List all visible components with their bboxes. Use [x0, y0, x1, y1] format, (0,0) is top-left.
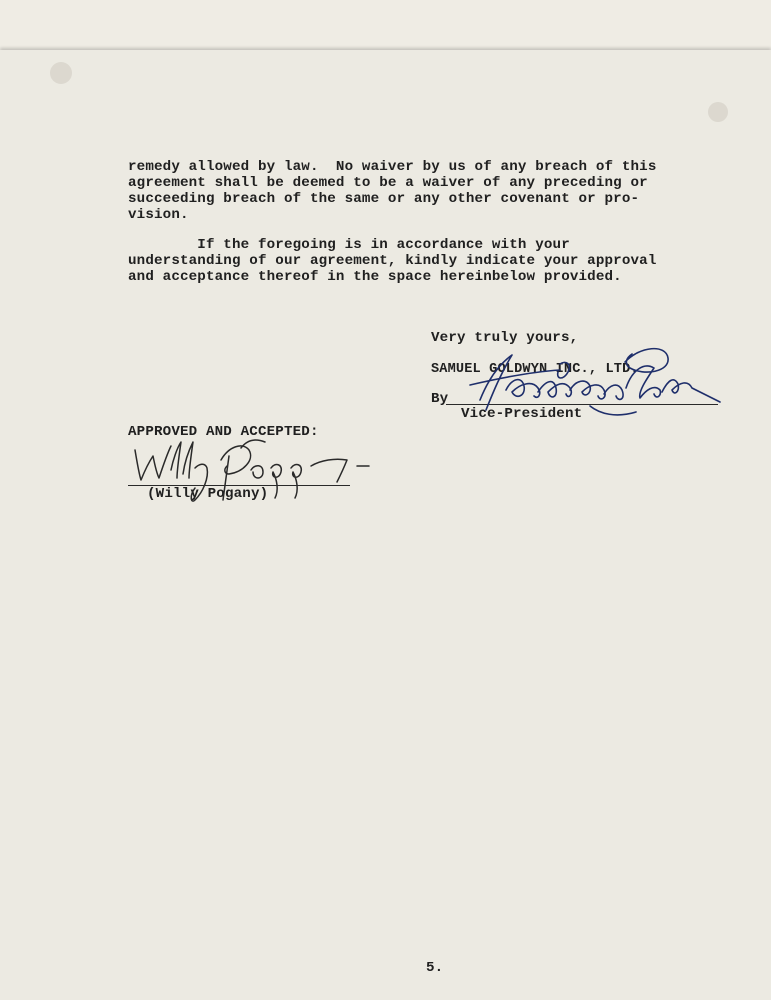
text-line: understanding of our agreement, kindly indicate your approval [128, 253, 657, 269]
text-line: remedy allowed by law. No waiver by us of any breach of this [128, 159, 657, 175]
text-line: succeeding breach of the same or any other covenant or pro- [128, 191, 640, 207]
text-line: agreement shall be deemed to be a waiver of any preceding or [128, 175, 648, 191]
paper-stain [50, 62, 72, 84]
text-line: vision. [128, 207, 189, 223]
by-label: By [431, 391, 449, 407]
approval-heading: APPROVED AND ACCEPTED: [128, 424, 319, 440]
willy-pogany-signature [125, 430, 385, 508]
text-line: and acceptance thereof in the space hereinbelow provided. [128, 269, 622, 285]
closing-salutation: Very truly yours, [431, 330, 579, 346]
approver-name: (Willy Pogany) [147, 486, 269, 502]
vice-president-signature [440, 340, 730, 425]
signatory-title: Vice-President [461, 406, 583, 422]
text-line: If the foregoing is in accordance with your [128, 237, 570, 253]
page-number: 5. [426, 960, 444, 976]
company-name: SAMUEL GOLDWYN INC., LTD. [431, 362, 639, 377]
paper-stain [708, 102, 728, 122]
